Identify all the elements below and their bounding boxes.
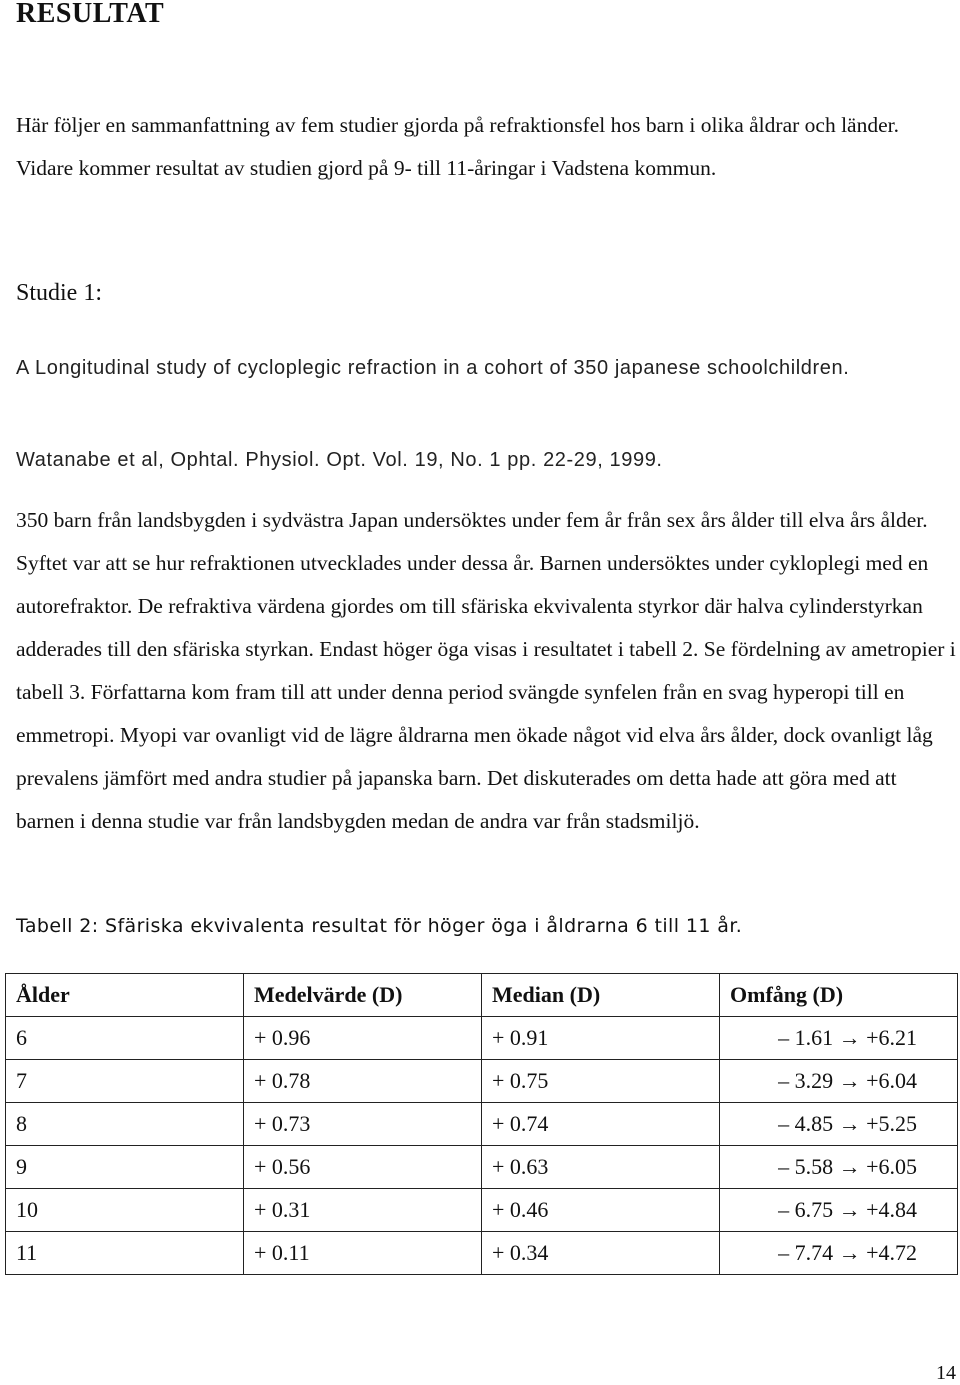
cell-median: + 0.63 [482, 1146, 720, 1189]
cell-mean: + 0.96 [244, 1017, 482, 1060]
table-header-row [6, 974, 958, 1017]
cell-median: + 0.34 [482, 1232, 720, 1275]
refraction-results-table [5, 973, 958, 1275]
cell-median: + 0.75 [482, 1060, 720, 1103]
intro-paragraph: Här följer en sammanfattning av fem studier gjorda på refraktionsfel hos barn i olika åldrar och länder. Vidare kommer resultat av studien gjord på 9- till 11-åringar i Vadstena kommun. [16, 113, 899, 180]
cell-median: + 0.74 [482, 1103, 720, 1146]
cell-mean: + 0.31 [244, 1189, 482, 1232]
cell-mean: + 0.56 [244, 1146, 482, 1189]
header-mean: Medelvärde (D) [244, 974, 482, 1017]
page-number: 14 [936, 1362, 956, 1384]
cell-age: 6 [6, 1017, 244, 1060]
cell-range: – 5.58 → +6.05 [720, 1146, 958, 1189]
table-row [6, 1017, 958, 1060]
table-row [6, 1146, 958, 1189]
table-row [6, 1060, 958, 1103]
cell-age: 11 [6, 1232, 244, 1275]
section-heading: RESULTAT [16, 0, 165, 29]
cell-range: – 6.75 → +4.84 [720, 1189, 958, 1232]
header-range: Omfång (D) [720, 974, 958, 1017]
article-title: A Longitudinal study of cycloplegic refraction in a cohort of 350 japanese schoolchildren. [16, 357, 850, 379]
header-age: Ålder [6, 974, 244, 1017]
cell-age: 8 [6, 1103, 244, 1146]
cell-mean: + 0.73 [244, 1103, 482, 1146]
cell-range: – 3.29 → +6.04 [720, 1060, 958, 1103]
cell-mean: + 0.78 [244, 1060, 482, 1103]
table-row [6, 1232, 958, 1275]
cell-range: – 7.74 → +4.72 [720, 1232, 958, 1275]
cell-mean: + 0.11 [244, 1232, 482, 1275]
cell-range: – 1.61 → +6.21 [720, 1017, 958, 1060]
cell-median: + 0.46 [482, 1189, 720, 1232]
article-citation: Watanabe et al, Ophtal. Physiol. Opt. Vol. 19, No. 1 pp. 22-29, 1999. [16, 449, 663, 471]
table-row [6, 1189, 958, 1232]
study-summary-paragraph: 350 barn från landsbygden i sydvästra Japan undersöktes under fem år från sex års ålder till elva års ålder. Syftet var att se hur refraktionen utvecklades under dessa år. Barnen undersöktes under cykloplegi med en autorefraktor. De refraktiva värdena gjordes om till sfäriska ekvivalenta styrkor där halva cylinderstyrkan adderades till den sfäriska styrkan. Endast höger öga visas i resultatet i tabell 2. Se fördelning av ametropier i tabell 3. Författarna kom fram till att under denna period svängde synfelen från en svag hyperopi till en emmetropi. Myopi var ovanligt vid de lägre åldrarna men ökade något vid elva års ålder, dock ovanligt låg prevalens jämfört med andra studier på japanska barn. Det diskuterades om detta hade att göra med att barnen i denna studie var från landsbygden medan de andra var från stadsmiljö. [16, 508, 956, 833]
cell-age: 10 [6, 1189, 244, 1232]
study-label: Studie 1: [16, 280, 103, 306]
header-median: Median (D) [482, 974, 720, 1017]
cell-age: 7 [6, 1060, 244, 1103]
cell-range: – 4.85 → +5.25 [720, 1103, 958, 1146]
table-row [6, 1103, 958, 1146]
table-caption: Tabell 2: Sfäriska ekvivalenta resultat för höger öga i åldrarna 6 till 11 år. [16, 915, 743, 937]
cell-median: + 0.91 [482, 1017, 720, 1060]
cell-age: 9 [6, 1146, 244, 1189]
